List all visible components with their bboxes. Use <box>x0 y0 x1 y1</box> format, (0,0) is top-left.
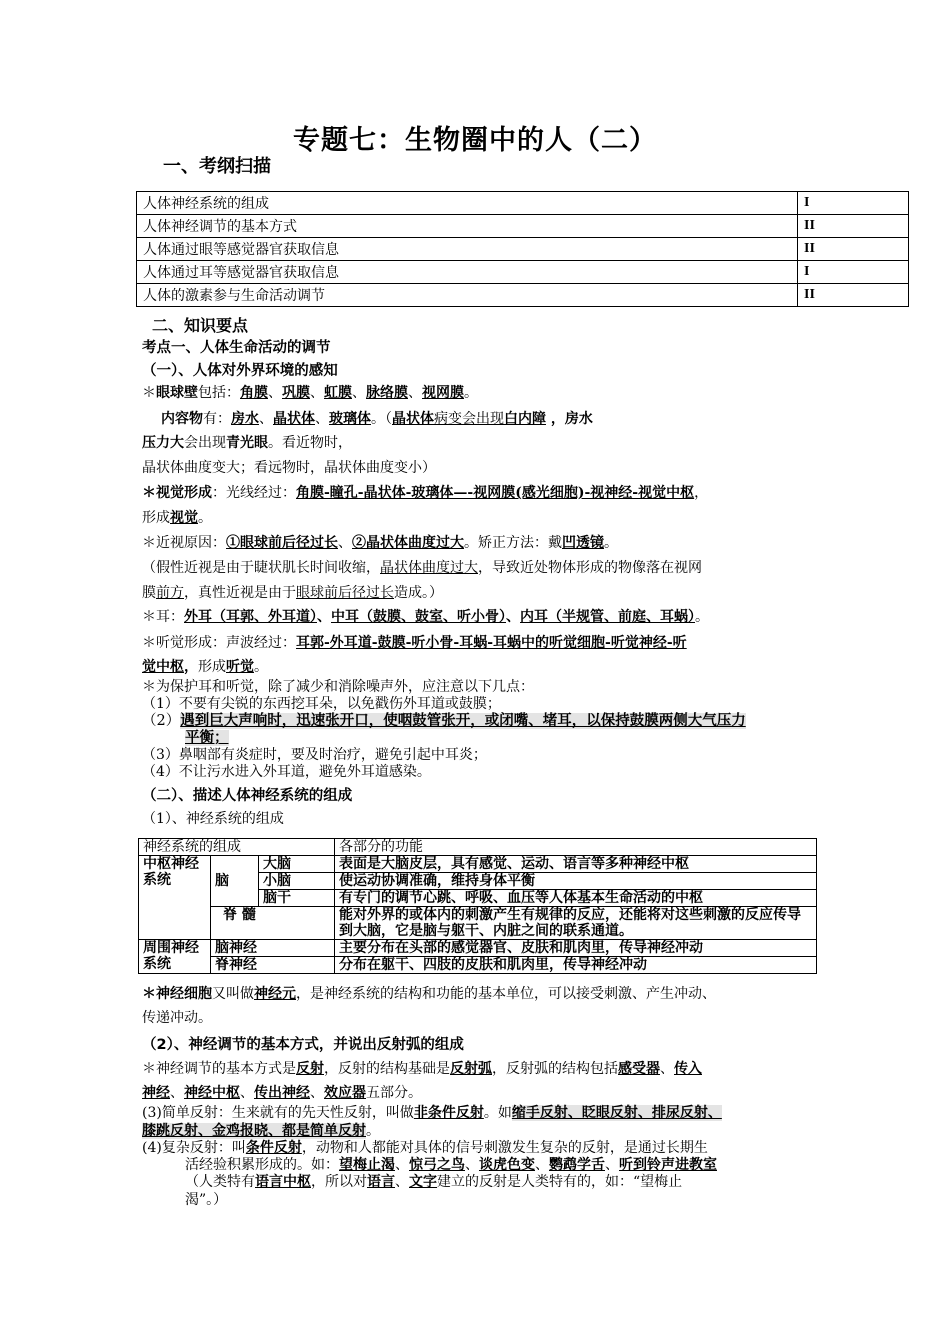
spinal-cord-cell: 脊 髓 <box>211 907 335 940</box>
hearing-path: 耳郭-外耳道-鼓膜-听小骨-耳蜗-耳蜗中的听觉细胞-听觉神经-听 <box>296 635 687 651</box>
bullet: ＊ <box>142 385 156 401</box>
vision-line <box>142 507 212 529</box>
table-row <box>139 907 817 940</box>
text: 晶状体曲度变大；看远物时，晶状体曲度变小） <box>142 460 436 476</box>
text: ，导致近处物体形成的物像落在视网 <box>478 560 702 576</box>
nervous-system-table <box>138 838 817 974</box>
central-nervous-system-cell: 中枢神经系统 <box>139 856 211 940</box>
syllabus-topic: 人体神经系统的组成 <box>137 192 798 215</box>
complex-reflex-line: 渴”。） <box>185 1192 228 1208</box>
text: 、 <box>395 1174 409 1190</box>
text: 、 <box>240 1085 254 1101</box>
cerebellum-function: 使运动协调准确，维持身体平衡 <box>335 873 817 890</box>
example: 听到铃声进教室 <box>619 1157 717 1173</box>
text: 、 <box>352 385 366 401</box>
syllabus-table <box>136 191 909 307</box>
term: 传出神经 <box>254 1085 310 1101</box>
cranial-nerves-function: 主要分布在头部的感觉器官、皮肤和肌肉里，传导神经冲动 <box>335 940 817 957</box>
text: 。（ <box>371 411 392 427</box>
table-row <box>139 839 817 856</box>
term: 视觉形成 <box>156 485 212 501</box>
syllabus-level: II <box>798 284 909 307</box>
text: 又叫做 <box>212 986 254 1002</box>
bullet: ＊ <box>142 986 156 1002</box>
term: 晶状体 <box>392 411 434 427</box>
term: 房水 <box>564 411 593 427</box>
eye-content-item: 晶状体 <box>273 411 315 427</box>
protect-item <box>185 730 229 747</box>
syllabus-topic: 人体的激素参与生命活动调节 <box>137 284 798 307</box>
text: 、 <box>310 385 324 401</box>
term: 白内障 <box>504 411 546 427</box>
syllabus-level: I <box>798 261 909 284</box>
neuron-line <box>142 983 716 1005</box>
subsection-label: （1）、神经系统的组成 <box>142 811 284 827</box>
ear-line <box>142 606 709 628</box>
term: 反射弧 <box>450 1061 492 1077</box>
protect-item: （4）不让污水进入外耳道，避免外耳道感染。 <box>142 764 431 780</box>
myopia-line <box>142 532 618 554</box>
eye-content-item: 房水 <box>231 411 259 427</box>
text: 有： <box>203 411 231 427</box>
column-header: 神经系统的组成 <box>139 839 335 856</box>
term: 青光眼 <box>226 435 268 451</box>
text: 戴 <box>548 535 562 551</box>
text: （假性近视是由于睫状肌长时间收缩， <box>142 560 380 576</box>
text: 、 <box>338 535 352 551</box>
key-point-heading: 考点一、人体生命活动的调节 <box>142 340 331 356</box>
term: 内容物 <box>161 411 203 427</box>
cerebrum-cell: 大脑 <box>259 856 335 873</box>
eye-note-line <box>142 457 436 479</box>
text: 造成。） <box>394 585 443 601</box>
cerebellum-cell: 小脑 <box>259 873 335 890</box>
text: 形成 <box>142 510 170 526</box>
protect-item <box>142 713 746 730</box>
protect-item: （3）鼻咽部有炎症时，要及时治疗，避免引起中耳炎； <box>142 747 487 763</box>
term: 条件反射 <box>245 1140 302 1156</box>
subsection-heading: （一）、人体对外界环境的感知 <box>142 363 338 379</box>
text: 。看近物时， <box>268 435 352 451</box>
syllabus-topic: 人体通过耳等感觉器官获取信息 <box>137 261 798 284</box>
text: ＊近视原因： <box>142 535 226 551</box>
syllabus-level: II <box>798 238 909 261</box>
text: 。 <box>695 609 709 625</box>
text: 、 <box>170 1085 184 1101</box>
table-row <box>137 238 909 261</box>
text: 。 <box>198 510 212 526</box>
ear-part: 内耳（半规管、前庭、耳蜗） <box>520 609 695 625</box>
brainstem-cell: 脑干 <box>259 890 335 907</box>
text: ， <box>546 411 565 427</box>
text: 形成 <box>198 659 226 675</box>
term: 神经细胞 <box>156 986 212 1002</box>
table-row <box>137 261 909 284</box>
examples-highlight: 缩手反射、眨眼反射、排尿反射、 <box>511 1105 722 1121</box>
syllabus-level: I <box>798 192 909 215</box>
text: 。 <box>464 385 478 401</box>
text: ：光线经过： <box>212 485 296 501</box>
text: (4)复杂反射：叫 <box>142 1140 246 1156</box>
text: ＊耳： <box>142 609 184 625</box>
cranial-nerves-cell: 脑神经 <box>211 940 335 957</box>
subsection-heading: （二）、描述人体神经系统的组成 <box>142 788 353 804</box>
term: 感受器 <box>618 1061 660 1077</box>
term: 文字 <box>409 1174 437 1190</box>
text: （人类特有 <box>185 1174 255 1190</box>
term: 传入 <box>674 1061 702 1077</box>
text: 、 <box>268 385 282 401</box>
term: 凹透镜 <box>562 535 604 551</box>
ear-part: 外耳（耳郭、外耳道） <box>184 609 317 625</box>
section-heading-knowledge: 二、知识要点 <box>152 316 249 335</box>
example: 望梅止渴 <box>339 1157 395 1173</box>
protect-intro: ＊为保护耳和听觉，除了减少和消除噪声外，应注意以下几点： <box>142 679 534 695</box>
text: 、 <box>506 609 520 625</box>
text: ，所以对 <box>311 1174 367 1190</box>
myopia-cause: ②晶状体曲度过大 <box>352 535 464 551</box>
text: （2） <box>142 713 181 729</box>
syllabus-level: II <box>798 215 909 238</box>
term: 神经 <box>142 1085 170 1101</box>
text: ，动物和人都能对具体的信号刺激发生复杂的反射，是通过长期生 <box>301 1140 708 1156</box>
vision-path: 角膜-瞳孔-晶状体-玻璃体—-视网膜(感光细胞)-视神经-视觉中枢 <box>296 485 695 501</box>
hearing-line <box>142 632 687 654</box>
syllabus-topic: 人体通过眼等感觉器官获取信息 <box>137 238 798 261</box>
subsection-heading: （2）、神经调节的基本方式，并说出反射弧的组成 <box>142 1037 464 1053</box>
brainstem-function: 有专门的调节心跳、呼吸、血压等人体基本生命活动的中枢 <box>335 890 817 907</box>
term: 非条件反射 <box>413 1105 484 1121</box>
text: 。 <box>254 659 268 675</box>
text: 、 <box>259 411 273 427</box>
peripheral-nervous-system-cell: 周围神经系统 <box>139 940 211 974</box>
table-row <box>139 856 817 873</box>
neuron-line: 传递冲动。 <box>142 1010 212 1026</box>
text: 、 <box>408 385 422 401</box>
term: 视觉 <box>170 510 198 526</box>
eye-content-item: 玻璃体 <box>329 411 371 427</box>
term: 眼球壁 <box>156 385 198 401</box>
eye-wall-item: 角膜 <box>240 385 268 401</box>
example: 惊弓之鸟 <box>409 1157 465 1173</box>
text: ， <box>184 659 198 675</box>
text: ＊听觉形成：声波经过： <box>142 635 296 651</box>
text: ，反射弧的结构包括 <box>492 1061 618 1077</box>
text: 膜 <box>142 585 156 601</box>
protect-item: （1）不要有尖锐的东西挖耳朵，以免戳伤外耳道或鼓膜； <box>142 696 501 712</box>
section-heading-syllabus: 一、考纲扫描 <box>163 156 271 177</box>
term: 神经元 <box>254 986 296 1002</box>
eye-wall-line <box>142 382 478 404</box>
eye-content-line <box>161 408 593 430</box>
text: 、 <box>465 1157 479 1173</box>
pseudo-myopia-line <box>142 582 443 604</box>
text: 前方 <box>156 585 184 601</box>
eye-wall-item: 虹膜 <box>324 385 352 401</box>
term: 反射 <box>296 1061 324 1077</box>
reflex-line <box>142 1058 702 1080</box>
protect-highlight: 平衡； <box>185 730 229 746</box>
examples-highlight: 膝跳反射、金鸡报晓、都是简单反射 <box>142 1123 366 1139</box>
text: 。 <box>366 1123 380 1139</box>
example: 鹦鹉学舌 <box>549 1157 605 1173</box>
eye-note-line <box>142 432 352 454</box>
simple-reflex-line <box>142 1104 722 1123</box>
text: ＊神经调节的基本方式是 <box>142 1061 296 1077</box>
vision-line <box>142 482 708 504</box>
text: 、 <box>535 1157 549 1173</box>
text: 病变会出现 <box>434 411 504 427</box>
text: 、 <box>605 1157 619 1173</box>
text: 、 <box>395 1157 409 1173</box>
term: 语言中枢 <box>255 1174 311 1190</box>
text: 、 <box>660 1061 674 1077</box>
spinal-nerves-function: 分布在躯干、四肢的皮肤和肌肉里，传导神经冲动 <box>335 957 817 974</box>
complex-reflex-line <box>185 1156 717 1174</box>
reflex-line <box>142 1082 422 1104</box>
term: 神经中枢 <box>184 1085 240 1101</box>
spinal-cord-function: 能对外界的或体内的刺激产生有规律的反应，还能将对这些刺激的反应传导到大脑，它是脑与躯干、内脏之间的联系通道。 <box>335 907 817 940</box>
eye-wall-item: 脉络膜 <box>366 385 408 401</box>
text: ，是神经系统的结构和功能的基本单位，可以接受刺激、产生冲动、 <box>296 986 716 1002</box>
term: 听觉 <box>226 659 254 675</box>
text: 会出现 <box>184 435 226 451</box>
text: 眼球前后径过长 <box>296 585 394 601</box>
text: ，反射的结构基础是 <box>324 1061 450 1077</box>
text: 晶状体曲度过大 <box>380 560 478 576</box>
text: 。如 <box>483 1105 512 1121</box>
text: 、 <box>317 609 331 625</box>
text: 建立的反射是人类特有的，如：“望梅止 <box>437 1174 683 1190</box>
text: 五部分。 <box>366 1085 422 1101</box>
ear-part: 中耳（鼓膜、鼓室、听小骨） <box>331 609 506 625</box>
text: ， <box>694 485 709 501</box>
text: 包括： <box>198 385 240 401</box>
complex-reflex-line <box>185 1173 682 1191</box>
term: 压力大 <box>142 435 184 451</box>
text: 、 <box>310 1085 324 1101</box>
bullet: ＊ <box>142 485 156 501</box>
text: 。 <box>604 535 618 551</box>
myopia-cause: ①眼球前后径过长 <box>226 535 338 551</box>
text: ，真性近视是由于 <box>184 585 296 601</box>
table-row <box>137 284 909 307</box>
example: 谈虎色变 <box>479 1157 535 1173</box>
hearing-line <box>142 656 268 678</box>
text: (3)简单反射：生来就有的先天性反射，叫做 <box>142 1105 414 1121</box>
eye-wall-item: 巩膜 <box>282 385 310 401</box>
table-row <box>137 192 909 215</box>
term: 效应器 <box>324 1085 366 1101</box>
text: 、 <box>315 411 329 427</box>
hearing-path: 觉中枢 <box>142 659 184 675</box>
syllabus-topic: 人体神经调节的基本方式 <box>137 215 798 238</box>
eye-wall-item: 视网膜 <box>422 385 464 401</box>
brain-cell: 脑 <box>211 856 259 907</box>
complex-reflex-line <box>142 1139 708 1157</box>
table-row <box>139 957 817 974</box>
pseudo-myopia-line <box>142 557 702 579</box>
protect-highlight: 遇到巨大声响时，迅速张开口，使咽鼓管张开，或闭嘴、堵耳，以保持鼓膜两侧大气压力 <box>180 713 746 729</box>
text: 。矫正方法： <box>464 535 548 551</box>
page-title: 专题七：生物圈中的人（二） <box>293 125 657 156</box>
term: 语言 <box>367 1174 395 1190</box>
table-row <box>139 940 817 957</box>
table-row <box>137 215 909 238</box>
spinal-nerves-cell: 脊神经 <box>211 957 335 974</box>
cerebrum-function: 表面是大脑皮层，具有感觉、运动、语言等多种神经中枢 <box>335 856 817 873</box>
text: 活经验积累形成的。如： <box>185 1157 339 1173</box>
column-header: 各部分的功能 <box>335 839 817 856</box>
